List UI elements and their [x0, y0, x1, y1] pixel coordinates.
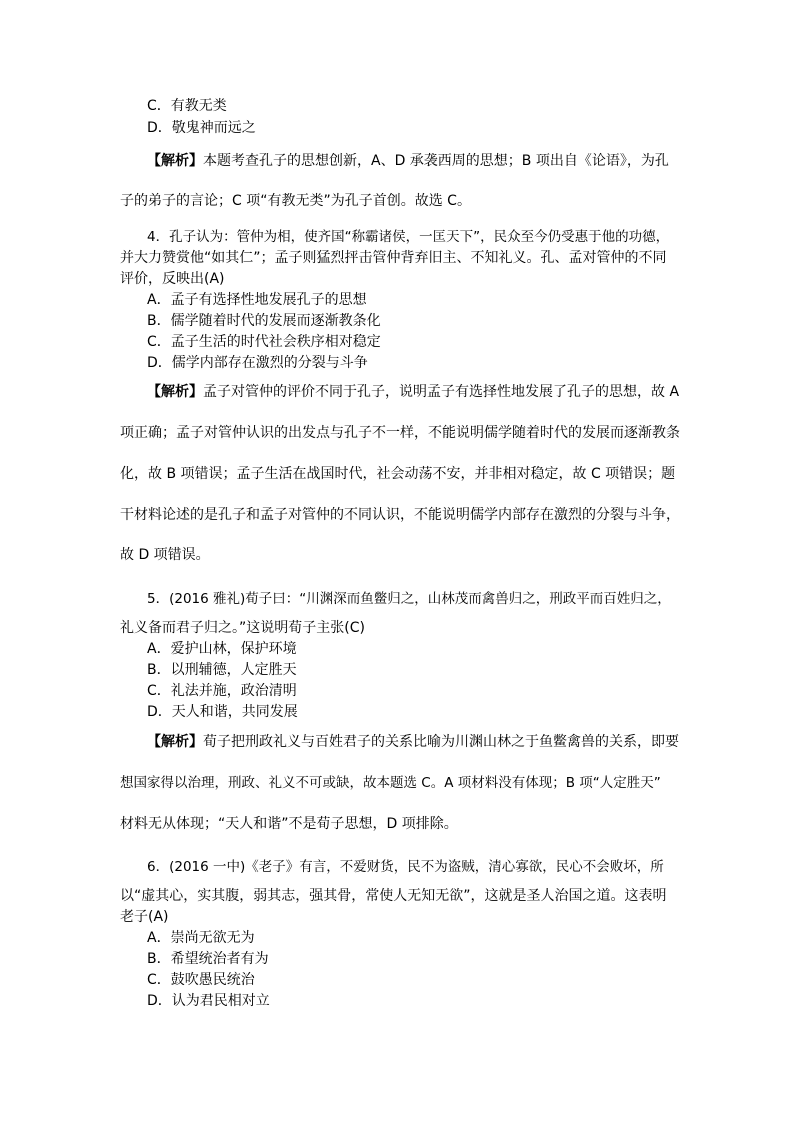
q3-option-d: D．敬鬼神而远之 [147, 120, 256, 136]
q5-stem-line-1: 5．(2016 雅礼)荀子曰：“川渊深而鱼鳖归之，山林茂而禽兽归之，刑政平而百姓归之， [147, 591, 671, 607]
q4-analysis-line-1: 【解析】孟子对管仲的评价不同于孔子，说明孟子有选择性地发展了孔子的思想，故 A [147, 384, 680, 400]
q4-option-c: C．孟子生活的时代社会秩序相对稳定 [147, 334, 381, 350]
q4-analysis-line-2: 项正确；孟子对管仲认识的出发点与孔子不一样，不能说明儒学随着时代的发展而逐渐教条 [120, 425, 680, 441]
q6-option-a: A．崇尚无欲无为 [147, 930, 255, 946]
q4-analysis-line-4: 干材料论述的是孔子和孟子对管仲的不同认识，不能说明儒学内部存在激烈的分裂与斗争， [120, 507, 680, 523]
q4-analysis-line-3: 化，故 B 项错误；孟子生活在战国时代，社会动荡不安，并非相对稳定，故 C 项错误；题 [120, 466, 676, 482]
q5-analysis-line-1: 【解析】荀子把刑政礼义与百姓君子的关系比喻为川渊山林之于鱼鳖禽兽的关系，即要 [147, 734, 679, 750]
q4-option-a: A．孟子有选择性地发展孔子的思想 [147, 292, 367, 308]
q5-analysis-line-2: 想国家得以治理，刑政、礼义不可或缺，故本题选 C。A 项材料没有体现；B 项“人定胜天” [120, 775, 661, 791]
q6-option-c: C．鼓吹愚民统治 [147, 972, 255, 988]
q4-option-d: D．儒学内部存在激烈的分裂与斗争 [147, 355, 368, 371]
q4-analysis-tag: 【解析】 [147, 384, 203, 400]
q4-stem-line-2: 并大力赞赏他“如其仁”；孟子则猛烈抨击管仲背弃旧主、不知礼义。孔、孟对管仲的不同 [120, 250, 667, 266]
q4-stem-line-3: 评价，反映出(A) [120, 271, 225, 287]
q4-stem-line-1: 4．孔子认为：管仲为相，使齐国“称霸诸侯，一匡天下”，民众至今仍受惠于他的功德， [147, 229, 670, 245]
q5-analysis-tag: 【解析】 [147, 734, 203, 750]
q5-option-c: C．礼法并施，政治清明 [147, 683, 297, 699]
q3-analysis-line-1: 【解析】本题考查孔子的思想创新，A、D 承袭西周的思想；B 项出自《论语》，为孔 [147, 153, 669, 169]
q6-stem-line-3: 老子(A) [120, 909, 169, 925]
q6-stem-line-1: 6．(2016 一中)《老子》有言，不爱财货，民不为盗贼，清心寡欲，民心不会败坏，所 [147, 859, 664, 875]
q6-option-b: B．希望统治者有为 [147, 951, 269, 967]
q4-option-b: B．儒学随着时代的发展而逐渐教条化 [147, 313, 381, 329]
q3-option-c: C．有教无类 [147, 98, 227, 114]
q3-analysis-line-2: 子的弟子的言论；C 项“有教无类”为孔子首创。故选 C。 [120, 193, 471, 209]
q6-stem-line-2: 以“虚其心，实其腹，弱其志，强其骨，常使人无知无欲”，这就是圣人治国之道。这表明 [120, 888, 667, 904]
q5-option-d: D．天人和谐，共同发展 [147, 704, 298, 720]
q5-option-b: B．以刑辅德，人定胜天 [147, 662, 297, 678]
q6-option-d: D．认为君民相对立 [147, 993, 270, 1009]
q5-analysis-line-3: 材料无从体现；“天人和谐”不是荀子思想，D 项排除。 [120, 816, 458, 832]
q3-analysis-tag: 【解析】 [147, 153, 203, 169]
q4-analysis-line-5: 故 D 项错误。 [120, 547, 210, 563]
q5-option-a: A．爱护山林，保护环境 [147, 641, 297, 657]
q5-stem-line-2: 礼义备而君子归之。”这说明荀子主张(C) [120, 620, 365, 636]
